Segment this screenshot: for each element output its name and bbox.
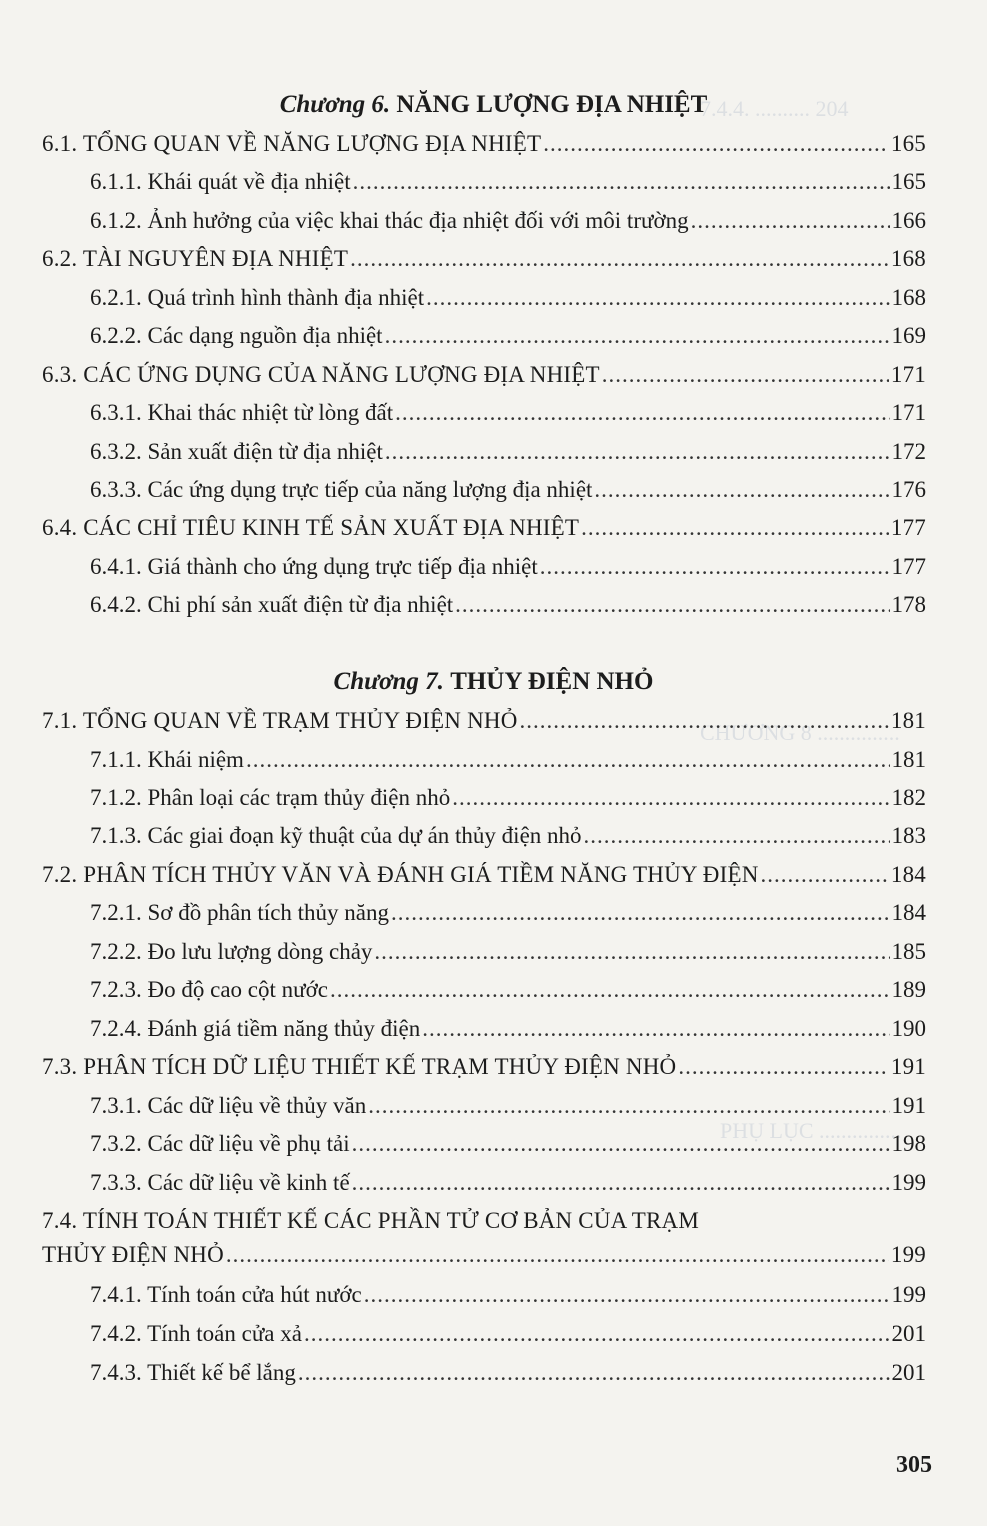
dot-leader [581,511,889,545]
entry-title: 7.2.2. Đo lưu lượng dòng chảy [90,939,373,964]
toc-entry[interactable] [42,704,926,738]
entry-title: 7.2. PHÂN TÍCH THỦY VĂN VÀ ĐÁNH GIÁ TIỀM NĂNG THỦY ĐIỆN [42,862,759,887]
entry-page: 168 [890,246,926,271]
toc-entry[interactable] [90,396,926,430]
dot-leader [364,1278,890,1312]
entry-page: 177 [891,554,926,579]
toc-entry[interactable] [90,1089,926,1123]
toc-entry[interactable] [90,1012,926,1046]
entry-page: 184 [891,900,926,925]
dot-leader [298,1356,890,1390]
toc-entry[interactable] [90,973,926,1007]
dot-leader [246,743,890,777]
toc-entry[interactable] [90,319,926,353]
entry-page: 168 [891,285,926,310]
toc-entry[interactable] [90,896,926,930]
dot-leader [385,435,890,469]
toc-entry[interactable] [90,435,926,469]
entry-title: 6.4.2. Chi phí sản xuất điện từ địa nhiệt [90,592,454,617]
entry-page: 181 [890,708,926,733]
toc-entry[interactable] [90,1356,926,1390]
toc-entry[interactable] [42,858,926,892]
chapter-7-title: THỦY ĐIỆN NHỎ [450,668,654,695]
entry-page: 166 [891,208,926,233]
entry-page: 165 [890,131,926,156]
dot-leader [594,473,889,507]
entry-page: 165 [891,169,926,194]
toc-entry[interactable] [42,1238,926,1272]
dot-leader [540,550,890,584]
entry-title: 7.3. PHÂN TÍCH DỮ LIỆU THIẾT KẾ TRẠM THỦY ĐIỆN NHỎ [42,1054,677,1079]
entry-title: 7.3.3. Các dữ liệu về kinh tế [90,1170,350,1195]
entry-title: 7.1.1. Khái niệm [90,747,244,772]
dot-leader [304,1317,890,1351]
toc-entry[interactable] [42,1050,926,1084]
chapter-7-label: Chương 7. [333,668,444,695]
entry-title: 7.2.1. Sơ đồ phân tích thủy năng [90,900,389,925]
toc-entry[interactable] [90,550,926,584]
dot-leader [422,1012,889,1046]
entry-page: 176 [891,477,926,502]
dot-leader [374,935,889,969]
dot-leader [226,1238,889,1272]
entry-page: 199 [891,1170,926,1195]
toc-entry[interactable] [90,1127,926,1161]
toc-entry[interactable] [90,1278,926,1312]
dot-leader [584,819,890,853]
toc-entry[interactable] [90,281,926,315]
dot-leader [330,973,890,1007]
toc-entry-first-line[interactable]: 7.4. TÍNH TOÁN THIẾT KẾ CÁC PHẦN TỬ CƠ BẢN CỦA TRẠM [42,1208,699,1233]
bleed-through-decoration: 7.4.4. .......... 204 [700,96,849,121]
toc-entry[interactable] [42,358,926,392]
entry-page: 201 [891,1360,926,1385]
dot-leader [761,858,889,892]
toc-entry[interactable] [90,819,926,853]
toc-entry[interactable] [90,473,926,507]
entry-title: 7.3.2. Các dữ liệu về phụ tải [90,1131,350,1156]
dot-leader [678,1050,889,1084]
entry-page: 171 [891,400,926,425]
entry-title: 6.4.1. Giá thành cho ứng dụng trực tiếp địa nhiệt [90,554,538,579]
entry-page: 169 [891,323,926,348]
dot-leader [691,204,890,238]
page-number: 305 [896,1452,932,1478]
entry-title: 7.4.1. Tính toán cửa hút nước [90,1282,362,1307]
toc-entry[interactable] [42,511,926,545]
entry-title: 7.1.3. Các giai đoạn kỹ thuật của dự án thủy điện nhỏ [90,823,582,848]
entry-title: 6.2.2. Các dạng nguồn địa nhiệt [90,323,383,348]
dot-leader [426,281,889,315]
entry-title: 7.4.2. Tính toán cửa xả [90,1321,302,1346]
entry-page: 171 [890,362,926,387]
chapter-6-heading [0,90,987,120]
toc-entry[interactable] [90,935,926,969]
entry-page: 189 [891,977,926,1002]
toc-entry[interactable] [90,204,926,238]
entry-title: 7.3.1. Các dữ liệu về thủy văn [90,1093,367,1118]
entry-page: 199 [890,1242,926,1267]
entry-page: 191 [891,1093,926,1118]
bleed-through-decoration: PHỤ LỤC ............... [720,1118,902,1143]
toc-entry[interactable] [42,127,926,161]
entry-title: 7.1.2. Phân loại các trạm thủy điện nhỏ [90,785,451,810]
dot-leader [353,165,890,199]
dot-leader [350,242,889,276]
dot-leader [352,1166,890,1200]
dot-leader [520,704,889,738]
entry-title: 6.2. TÀI NGUYÊN ĐỊA NHIỆT [42,246,349,271]
toc-entry[interactable] [90,165,926,199]
toc-entry[interactable] [90,1317,926,1351]
bleed-through-decoration: CHƯƠNG 8 ............... [700,720,900,745]
entry-title: 6.2.1. Quá trình hình thành địa nhiệt [90,285,425,310]
dot-leader [602,358,889,392]
entry-page: 190 [891,1016,926,1041]
toc-entry[interactable] [90,1166,926,1200]
dot-leader [543,127,889,161]
entry-page: 183 [891,823,926,848]
entry-page: 198 [891,1131,926,1156]
entry-title: 6.1.2. Ảnh hưởng của việc khai thác địa nhiệt đối với môi trường [90,208,689,233]
entry-title: 6.3. CÁC ỨNG DỤNG CỦA NĂNG LƯỢNG ĐỊA NHIỆT [42,362,600,387]
entry-page: 184 [890,862,926,887]
entry-page: 182 [891,785,926,810]
dot-leader [368,1089,889,1123]
entry-title: 7.4.3. Thiết kế bể lắng [90,1360,296,1385]
chapter-6-title: NĂNG LƯỢNG ĐỊA NHIỆT [396,91,708,118]
entry-page: 191 [890,1054,926,1079]
dot-leader [391,896,890,930]
entry-title: 6.3.3. Các ứng dụng trực tiếp của năng lượng địa nhiệt [90,477,593,502]
toc-entry[interactable] [90,743,926,777]
dot-leader [352,1127,890,1161]
entry-page: 201 [891,1321,926,1346]
entry-title: 6.1. TỔNG QUAN VỀ NĂNG LƯỢNG ĐỊA NHIỆT [42,131,542,156]
entry-title: 6.3.1. Khai thác nhiệt từ lòng đất [90,400,394,425]
entry-page: 199 [891,1282,926,1307]
chapter-7-heading [0,667,987,697]
entry-title-continued: THỦY ĐIỆN NHỎ [42,1242,224,1267]
dot-leader [385,319,890,353]
entry-title: 6.3.2. Sản xuất điện từ địa nhiệt [90,439,383,464]
chapter-6-label: Chương 6. [279,91,391,118]
entry-page: 185 [891,939,926,964]
dot-leader [452,781,889,815]
entry-page: 177 [890,515,926,540]
entry-page: 178 [891,592,926,617]
entry-title: 7.2.4. Đánh giá tiềm năng thủy điện [90,1016,421,1041]
dot-leader [395,396,889,430]
entry-page: 181 [891,747,926,772]
toc-entry[interactable] [42,242,926,276]
dot-leader [455,588,889,622]
entry-title: 7.1. TỔNG QUAN VỀ TRẠM THỦY ĐIỆN NHỎ [42,708,518,733]
entry-title: 6.4. CÁC CHỈ TIÊU KINH TẾ SẢN XUẤT ĐỊA NHIỆT [42,515,580,540]
entry-title: 7.2.3. Đo độ cao cột nước [90,977,328,1002]
entry-page: 172 [891,439,926,464]
entry-title: 6.1.1. Khái quát về địa nhiệt [90,169,351,194]
toc-entry[interactable] [90,588,926,622]
toc-entry[interactable] [90,781,926,815]
